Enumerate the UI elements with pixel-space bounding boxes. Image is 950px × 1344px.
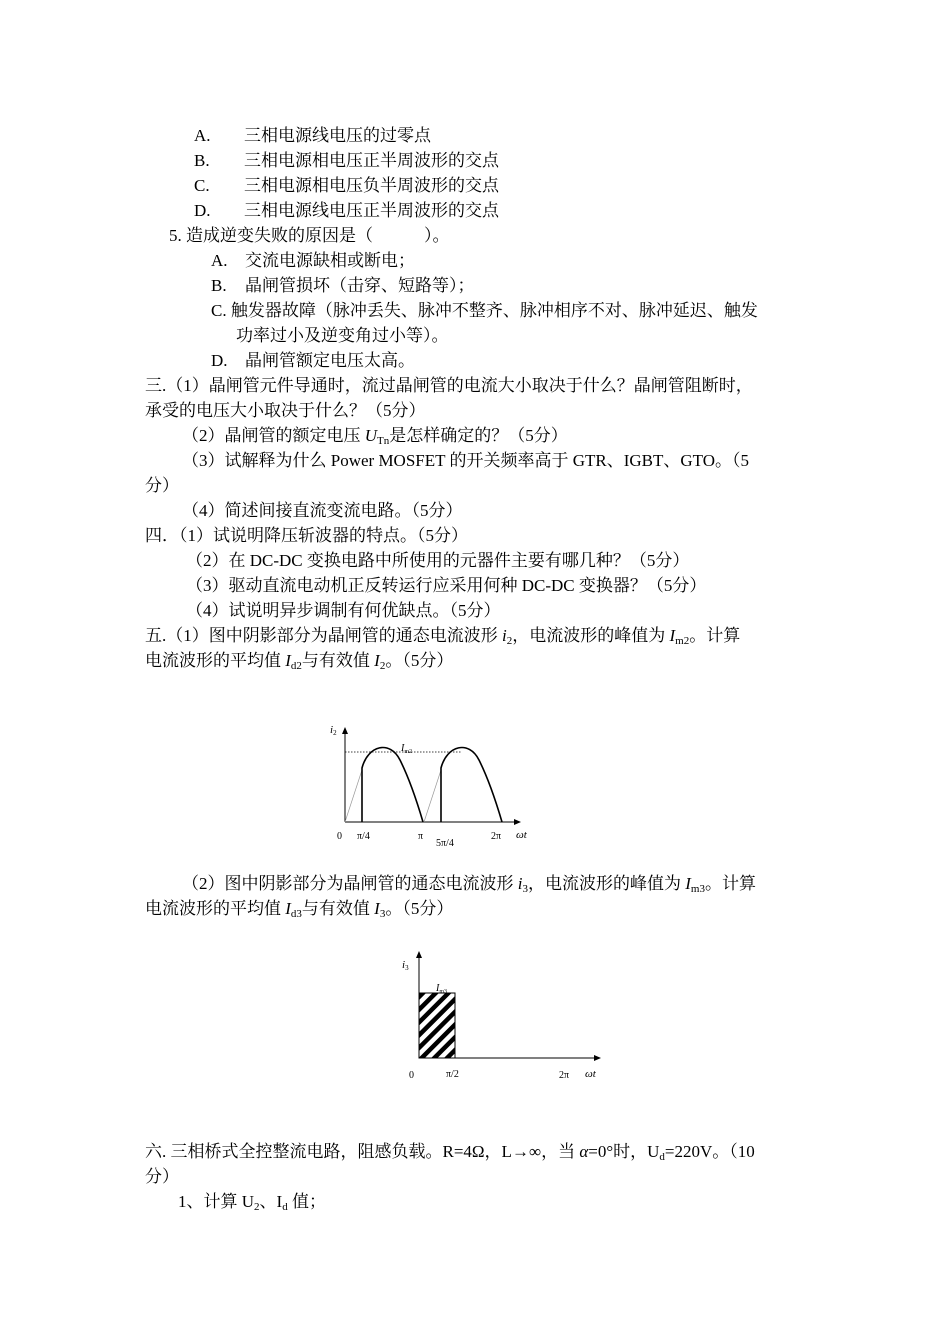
q4-option-d: D. 三相电源线电压正半周波形的交点 [194,201,499,220]
sec3-line6: （4）简述间接直流变流电路。（5分） [182,501,463,520]
fig2-peak-label: $I_{m3}$ [436,983,448,995]
sec4-line3: （3）驱动直流电动机正反转运行应采用何种 DC-DC 变换器？（5分） [186,576,707,595]
fig1-tick-pi: π [418,831,424,842]
q4-option-a: A. 三相电源线电压的过零点 [194,126,431,145]
sec3-line2: 承受的电压大小取决于什么？（5分） [145,401,426,420]
fig2-tick-2pi: 2π [559,1070,570,1081]
fig1-rise-2 [424,770,441,822]
sec5-p1-line2: 电流波形的平均值 $I_{d2}$与有效值 $I_2$。（5分） [145,651,454,672]
sec5-p1-line1: 五.（1）图中阴影部分为晶闸管的通态电流波形 $i_2$，电流波形的峰值为 $I_{m2}$。计算 [145,626,741,647]
q5-option-a: A. 交流电源缺相或断电； [211,251,415,270]
q5-stem: 5. 造成逆变失败的原因是（ ）。 [169,226,450,245]
fig2-y-label: i3 [402,959,409,972]
fig1-wave-2 [441,748,502,822]
figure-i2-waveform [300,710,550,860]
sec6-line3: 1、计算 $U_2$、$I_d$ 值； [178,1192,326,1213]
sec5-p2-line1: （2）图中阴影部分为晶闸管的通态电流波形 $i_3$，电流波形的峰值为 $I_{m3}$。计算 [182,874,756,895]
fig1-tick-0: 0 [337,831,342,842]
fig2-pulse [419,993,455,1058]
fig1-tick-2pi: 2π [491,831,502,842]
sec6-line1: 六. 三相桥式全控整流电路，阻感负载。R=4Ω，L→∞，当 α=0°时，$U_d=220V$。（10 [145,1142,755,1163]
fig2-x-label: ωt [585,1068,596,1080]
q5-option-d: D. 晶闸管额定电压太高。 [211,351,415,370]
fig2-tick-pi2: π/2 [446,1069,459,1080]
q4-option-c: C. 三相电源相电压负半周波形的交点 [194,176,499,195]
q5-option-c-line1: C. 触发器故障（脉冲丢失、脉冲不整齐、脉冲相序不对、脉冲延迟、触发 [211,301,758,320]
sec3-line5: 分） [145,476,179,495]
fig1-peak-label: $I_{m2}$ [401,743,413,755]
fig1-tick-5pi4: 5π/4 [436,838,454,849]
fig2-tick-0: 0 [409,1070,414,1081]
fig1-rise-1 [345,770,362,822]
sec6-line2: 分） [145,1167,179,1186]
fig1-x-label: ωt [516,829,527,841]
q4-option-b: B. 三相电源相电压正半周波形的交点 [194,151,499,170]
q5-option-c-line2: 功率过小及逆变角过小等）。 [236,326,449,345]
fig1-wave-1 [362,748,423,822]
sec4-line4: （4）试说明异步调制有何优缺点。（5分） [186,601,501,620]
sec4-line2: （2）在 DC-DC 变换电路中所使用的元器件主要有哪几种？（5分） [186,551,690,570]
sec4-line1: 四．（1）试说明降压斩波器的特点。（5分） [145,526,468,545]
q5-option-b: B. 晶闸管损坏（击穿、短路等）； [211,276,475,295]
fig1-tick-pi4: π/4 [357,831,370,842]
figure-i3-waveform [390,945,610,1085]
sec3-line4: （3）试解释为什么 Power MOSFET 的开关频率高于 GTR、IGBT、GTO。（5 [182,451,749,470]
fig1-y-label: i2 [330,724,337,737]
sec3-line3: （2）晶闸管的额定电压 $U_{Tn}$是怎样确定的？（5分） [182,426,568,447]
sec3-line1: 三.（1）晶闸管元件导通时，流过晶闸管的电流大小取决于什么？晶闸管阻断时， [145,376,753,395]
sec5-p2-line2: 电流波形的平均值 $I_{d3}$与有效值 $I_3$。（5分） [145,899,454,920]
